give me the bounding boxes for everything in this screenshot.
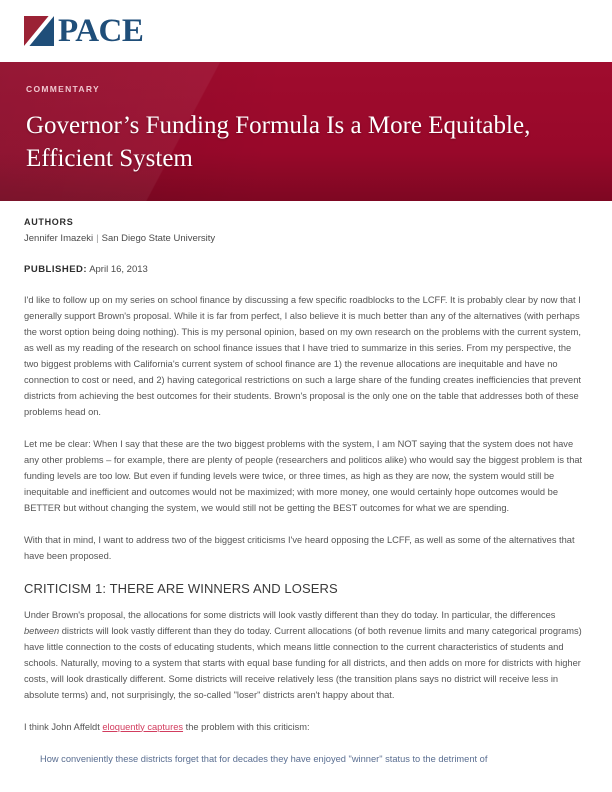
author-line	[24, 233, 588, 244]
link-sentence	[24, 720, 588, 736]
site-header	[0, 0, 612, 62]
author-name: Jennifer Imazeki	[24, 233, 94, 244]
section-heading-criticism-1: CRITICISM 1: THERE ARE WINNERS AND LOSERS	[24, 580, 338, 596]
paragraph-4-text-after-italic: districts will look vastly different than they do today. Current allocations (of both revenue limits and many categorical programs) have little connection to the costs of educating students, which means little connection to the current characteristics of students and schools. Naturally, moving to a system that starts with equal base funding for all districts, and then adds on more for districts with higher costs, will look drastically different. Some districts will receive relatively less (the transition plans says no district will receive less in absolute terms) and, not surprisingly, the so-called "loser" districts aren't happy about that.	[24, 625, 582, 700]
paragraph-3: With that in mind, I want to address two of the biggest criticisms I've heard opposing the LCFF, as well as some of the alternatives that have been proposed.	[24, 534, 575, 561]
pace-wordmark: PACE	[58, 12, 144, 49]
author-separator: |	[96, 233, 99, 244]
published-line	[24, 264, 588, 275]
page-title: Governor’s Funding Formula Is a More Equitable, Efficient System	[26, 112, 531, 172]
author-affiliation: San Diego State University	[101, 233, 216, 244]
published-label: PUBLISHED:	[24, 264, 88, 275]
pace-logo[interactable]	[24, 12, 144, 49]
article-banner	[0, 62, 612, 201]
published-date: April 16, 2013	[89, 264, 148, 275]
emphasis-between: between	[24, 625, 60, 636]
link-sentence-suffix: the problem with this criticism:	[183, 721, 310, 732]
authors-label: AUTHORS	[24, 217, 74, 227]
article-body	[0, 201, 612, 768]
paragraph-4	[24, 608, 588, 704]
paragraph-2: Let me be clear: When I say that these are the two biggest problems with the system, I am NOT saying that the system does not have any other problems – for example, there are plenty of people (researchers and politicos alike) who would say the biggest problem is that funding levels are too low. But even if funding levels were twice, or three times, as high as they are now, the system would still be inequitable and inefficient and outcomes would not be maximized; with more money, one would certainly hope outcomes would be BETTER but without changing the system, we would still not be getting the BEST outcomes for what we are spending.	[24, 438, 583, 513]
pace-logo-mark-icon	[24, 16, 54, 46]
pull-quote: How conveniently these districts forget that for decades they have enjoyed "winner" status to the detriment of	[40, 753, 488, 764]
paragraph-4-text-before-italic: Under Brown's proposal, the allocations for some districts will look vastly different than they do today. In particular, the differences	[24, 609, 556, 620]
link-sentence-prefix: I think John Affeldt	[24, 721, 103, 732]
eloquently-captures-link[interactable]: eloquently captures	[102, 721, 184, 732]
content-type-label: COMMENTARY	[26, 84, 100, 94]
paragraph-1: I'd like to follow up on my series on school finance by discussing a few specific roadblocks to the LCFF. It is probably clear by now that I generally support Brown's proposal. While it is far from perfect, I also believe it is much better than any of the alternatives (with perhaps the worst option being doing nothing). This is my personal opinion, based on my own research on the problems with the current system, as well as my reading of the research on school finance issues that I have tried to summarize in this series. From my perspective, the two biggest problems with California's current system of school finance are 1) the revenue allocations are inequitable and have no connection to cost or need, and 2) having categorical restrictions on such a large share of the funding creates inefficiencies that prevent districts from achieving the best outcomes for their students. Brown's proposal is the only one on the table that addresses both of these problems head on.	[24, 295, 581, 417]
